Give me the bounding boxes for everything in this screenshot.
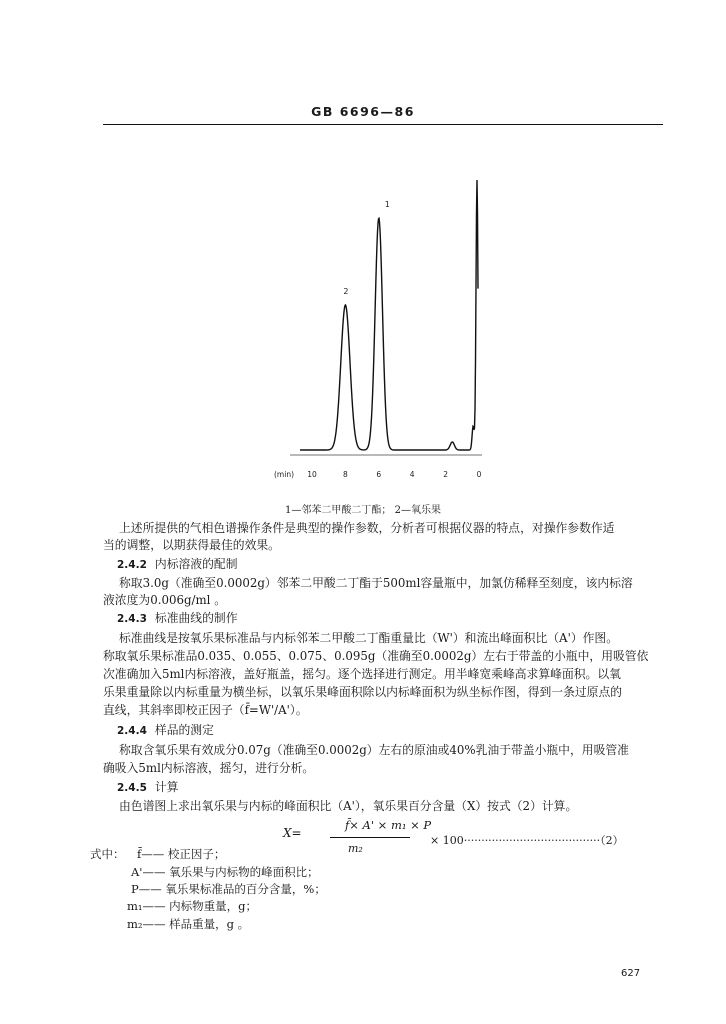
intro-line-2: 当的调整，以期获得最佳的效果。 <box>103 538 280 552</box>
chromatogram-trace <box>300 180 478 450</box>
section-number: 2.4.2 <box>117 559 147 571</box>
section-2-4-5-heading <box>117 779 179 797</box>
legend-item: A'—— 氧乐果与内标物的峰面积比； <box>131 865 319 879</box>
legend-intro: 式中： <box>90 847 125 861</box>
section-2-4-4-heading <box>117 722 214 740</box>
s243-line-5: 直线，其斜率即校正因子（f̄=W'/A'）。 <box>103 703 308 717</box>
chromatogram-caption: 1—邻苯二甲酸二丁酯； 2—氧乐果 <box>285 505 441 516</box>
s243-line-3: 次准确加入5ml内标溶液，盖好瓶盖，摇匀。逐个选择进行测定。用半峰宽乘峰高求算峰面积。以氧 <box>103 667 621 681</box>
section-title: 计算 <box>154 780 179 794</box>
legend-item: m₂—— 样品重量，g 。 <box>127 917 250 931</box>
section-number: 2.4.5 <box>117 782 147 794</box>
section-title: 样品的测定 <box>154 723 214 737</box>
legend-item: P—— 氧乐果标准品的百分含量，%； <box>131 882 326 896</box>
s243-line-4: 乐果重量除以内标重量为横坐标，以氧乐果峰面积除以内标峰面积为纵坐标作图，得到一条过原点的 <box>103 685 623 699</box>
x-tick-label: 10 <box>307 470 317 479</box>
s244-line-2: 确吸入5ml内标溶液，摇匀，进行分析。 <box>103 761 315 775</box>
legend-item: f̄—— 校正因子； <box>137 847 226 861</box>
formula-denominator: m₂ <box>348 842 363 855</box>
x-tick-label: 4 <box>409 470 415 479</box>
formula-fraction-bar <box>330 837 410 838</box>
formula-tail: × 100·······································（2） <box>430 834 624 847</box>
section-number: 2.4.4 <box>117 725 147 737</box>
s243-line-1: 标准曲线是按氧乐果标准品与内标邻苯二甲酸二丁酯重量比（W'）和流出峰面积比（A'）作图。 <box>119 631 619 645</box>
peak-label: 1 <box>384 200 390 209</box>
section-2-4-3-heading <box>117 610 238 628</box>
intro-line-1: 上述所提供的气相色谱操作条件是典型的操作参数，分析者可根据仪器的特点，对操作参数作适 <box>119 521 615 535</box>
formula-lhs: X= <box>283 826 302 840</box>
x-tick-label: 0 <box>476 470 482 479</box>
legend-item: m₁—— 内标物重量，g； <box>127 899 258 913</box>
x-tick-label: 6 <box>376 470 382 479</box>
formula-numerator: f̄× A' × m₁ × P <box>345 818 432 832</box>
standard-number-header: GB 6696—86 <box>311 104 415 119</box>
s245-line-1: 由色谱图上求出氧乐果与内标的峰面积比（A'），氧乐果百分含量（X）按式（2）计算。 <box>119 799 578 813</box>
header-rule <box>103 124 663 125</box>
section-title: 内标溶液的配制 <box>154 557 238 571</box>
section-2-4-2-heading <box>117 556 238 574</box>
section-title: 标准曲线的制作 <box>154 611 238 625</box>
section-number: 2.4.3 <box>117 613 147 625</box>
s242-line-1: 称取3.0g（准确至0.0002g）邻苯二甲酸二丁酯于500ml容量瓶中，加氯仿稀释至刻度，该内标溶 <box>119 576 633 590</box>
axis-unit-label: (min) <box>274 470 294 479</box>
page-number: 627 <box>621 968 641 979</box>
x-tick-label: 2 <box>443 470 448 479</box>
peak-label: 2 <box>343 287 349 296</box>
x-tick-label: 8 <box>343 470 348 479</box>
s243-line-2: 称取氧乐果标准品0.035、0.055、0.075、0.095g（准确至0.0002g）左右于带盖的小瓶中，用吸管依 <box>103 649 649 663</box>
chromatogram <box>270 148 500 488</box>
s242-line-2: 液浓度为0.006g/ml 。 <box>103 593 226 607</box>
s244-line-1: 称取含氧乐果有效成分0.07g（准确至0.0002g）左右的原油或40%乳油于带盖小瓶中，用吸管准 <box>119 743 629 757</box>
